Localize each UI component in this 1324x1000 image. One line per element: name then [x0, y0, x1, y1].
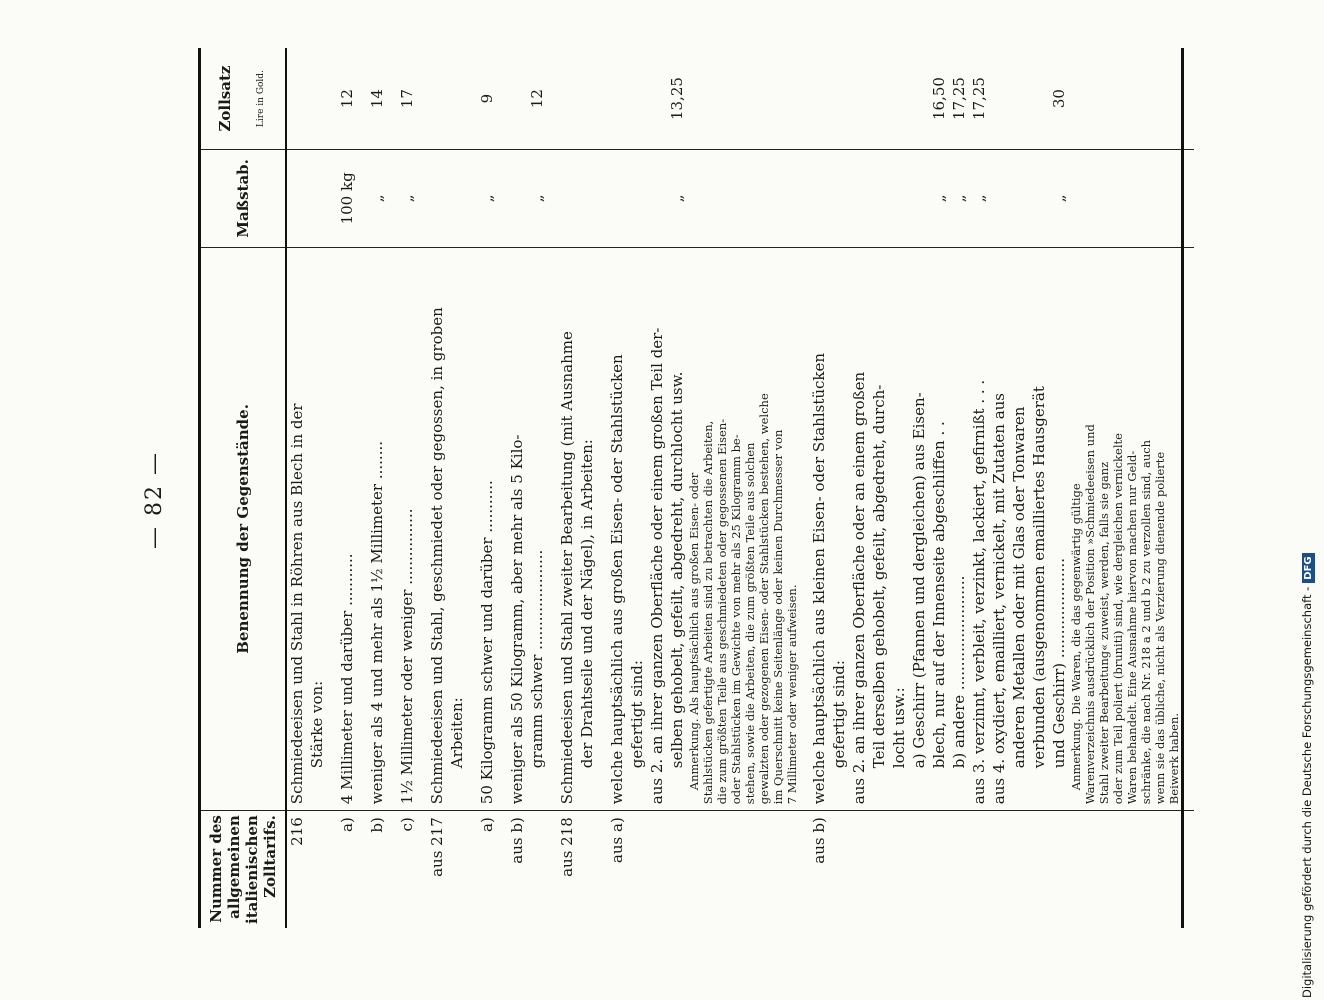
- rate-value: [1009, 54, 1029, 143]
- description-line: weniger als 50 Kilogramm, aber mehr als 5 Kilo-: [508, 434, 526, 805]
- rate-cell: [286, 48, 327, 150]
- description-line: anderen Metallen oder mit Glas oder Tonwaren: [1010, 406, 1028, 769]
- description-line: welche hauptsächlich aus kleinen Eisen- oder Stahlstücken: [810, 352, 828, 805]
- description-line: welche hauptsächlich aus großen Eisen- oder Stahlstücken: [608, 354, 626, 805]
- number-cell: [337, 811, 357, 928]
- number-cell: [397, 811, 417, 928]
- header-rate-label: Zollsatz: [216, 65, 234, 132]
- table-row: [367, 48, 387, 928]
- description-line: Schmiedeeisen und Stahl zweiter Bearbeitung (mit Ausnahme: [558, 331, 576, 805]
- unit-value: „: [398, 194, 416, 203]
- unit-value: [1029, 156, 1049, 241]
- unit-cell: [507, 150, 547, 248]
- description-line: gefertigt sind:: [830, 660, 848, 769]
- table-row: [809, 48, 1183, 928]
- unit-value: [647, 156, 667, 241]
- rate-value: 9: [478, 93, 496, 104]
- description-line: 1½ Millimeter oder weniger ................: [398, 508, 416, 805]
- unit-value: „: [970, 194, 988, 203]
- description-line: aus 3. verzinnt, verbleit, verzinkt, lackiert, gefirnißt . . .: [970, 379, 988, 805]
- rate-value: [909, 54, 929, 143]
- description-line: und Geschirr) .....................: [1050, 557, 1068, 769]
- rate-cell: [427, 48, 467, 150]
- rate-value: [1029, 54, 1049, 143]
- rate-cell: [809, 48, 1183, 150]
- unit-value: „: [668, 194, 686, 203]
- unit-value: [809, 156, 829, 241]
- rate-value: [307, 54, 327, 143]
- tariff-number: aus 217: [428, 817, 446, 877]
- number-cell: [809, 811, 1183, 928]
- description-line: Schmiedeeisen und Stahl in Röhren aus Blech in der: [288, 403, 306, 805]
- annotation-line: im Querschnitt keine Seitenlänge oder keinen Durchmesser von: [771, 429, 785, 805]
- tariff-number: a): [478, 817, 496, 832]
- number-cell: [427, 811, 467, 928]
- row-spacer: [327, 48, 337, 928]
- row-spacer: [497, 48, 507, 928]
- unit-cell: [427, 150, 467, 248]
- rate-value: [507, 54, 527, 143]
- unit-value: [989, 156, 1009, 241]
- description-line: Stärke von:: [308, 680, 326, 769]
- row-spacer: [387, 48, 397, 928]
- tariff-number: b): [368, 817, 386, 833]
- row-spacer: [417, 48, 427, 928]
- tariff-number: a): [338, 817, 356, 832]
- page-number: — 82 —: [142, 451, 167, 549]
- rate-value: 12: [528, 89, 546, 109]
- unit-value: [1009, 156, 1029, 241]
- credit-text: Digitalisierung gefördert durch die Deutsche Forschungsgemeinschaft -: [1300, 586, 1314, 998]
- row-spacer: [597, 48, 607, 928]
- header-number: Nummer des allgemeinen italienischen Zolltarifs.: [200, 811, 287, 928]
- annotation-line: Anmerkung. Die Waren, die das gegenwärtig gültige: [1069, 483, 1083, 791]
- description-line: a) Geschirr (Pfannen und dergleichen) aus Eisen-: [910, 392, 928, 769]
- rate-value: [889, 54, 909, 143]
- header-description: Benennung der Gegenstände.: [200, 247, 287, 811]
- description-cell: [397, 247, 417, 811]
- table-row: [477, 48, 497, 928]
- unit-value: [447, 156, 467, 241]
- rate-value: [607, 54, 627, 143]
- rate-cell: [397, 48, 417, 150]
- unit-value: „: [368, 194, 386, 203]
- annotation-line: Stahlstücken gefertigte Arbeiten sind zu betrachten die Arbeiten,: [701, 420, 715, 805]
- tariff-number: c): [398, 817, 416, 832]
- tariff-number: aus b): [810, 817, 828, 864]
- description-line: Arbeiten:: [448, 697, 466, 769]
- unit-cell: [477, 150, 497, 248]
- annotation-line: wenn sie das übliche, nicht als Verzierung dienende polierte: [1153, 451, 1167, 805]
- description-cell: [607, 247, 799, 811]
- rate-value: [829, 54, 849, 143]
- rate-value: [809, 54, 829, 143]
- tariff-table: [198, 48, 1194, 928]
- rate-value: [869, 54, 889, 143]
- unit-cell: [557, 150, 597, 248]
- description-line: gramm schwer .....................: [528, 549, 546, 769]
- rate-cell: [477, 48, 497, 150]
- annotation-line: Beiwerk haben.: [1167, 712, 1181, 805]
- unit-cell: [337, 150, 357, 248]
- rate-value: [447, 54, 467, 143]
- number-cell: [286, 811, 327, 928]
- rate-value: [849, 54, 869, 143]
- number-cell: [557, 811, 597, 928]
- rate-value: [647, 54, 667, 143]
- description-line: verbunden (ausgenommen emailliertes Hausgerät: [1030, 386, 1048, 769]
- unit-value: [829, 156, 849, 241]
- unit-value: [607, 156, 627, 241]
- rate-cell: [507, 48, 547, 150]
- rate-value: 17,25: [950, 77, 968, 121]
- tariff-number: aus a): [608, 817, 626, 864]
- description-line: der Drahtseile und der Nägel), in Arbeiten:: [578, 439, 596, 769]
- unit-value: „: [950, 194, 968, 203]
- rate-value: 17: [398, 89, 416, 109]
- description-line: aus 2. an ihrer ganzen Oberfläche oder einem großen Teil der-: [648, 327, 666, 805]
- rate-cell: [557, 48, 597, 150]
- table-body: [286, 48, 1194, 928]
- description-cell: [367, 247, 387, 811]
- dfg-logo: DFG: [1302, 553, 1315, 582]
- row-spacer: [1183, 48, 1195, 928]
- unit-value: „: [1050, 194, 1068, 203]
- unit-cell: [367, 150, 387, 248]
- rate-value: [577, 54, 597, 143]
- description-line: b) andere ........................: [950, 575, 968, 769]
- annotation-line: die zum größten Teile aus geschmiedeten oder gegossenen Eisen-: [715, 418, 729, 805]
- unit-value: [869, 156, 889, 241]
- annotation-line: stehen, sowie die Arbeiten, die zum größten Teile aus solchen: [743, 442, 757, 805]
- table-row: [607, 48, 799, 928]
- description-cell: [477, 247, 497, 811]
- number-cell: [507, 811, 547, 928]
- rate-value: [287, 54, 307, 143]
- unit-cell: [607, 150, 799, 248]
- rate-value: 16,50: [930, 77, 948, 121]
- annotation-line: schränke, die nach Nr. 218 a 2 und b 2 zu verzollen sind, auch: [1139, 439, 1153, 805]
- annotation-line: Stahl zweiter Bearbeitung« zuweist, werden, falls sie ganz: [1097, 461, 1111, 805]
- unit-cell: [286, 150, 327, 248]
- table-row: [557, 48, 597, 928]
- table-row: [427, 48, 467, 928]
- description-cell: [507, 247, 547, 811]
- unit-cell: [809, 150, 1183, 248]
- unit-value: [889, 156, 909, 241]
- header-rate-sub: Lire in Gold.: [256, 70, 266, 128]
- annotation-line: Waren behandelt. Eine Ausnahme hiervon machen nur Geld-: [1125, 450, 1139, 805]
- rate-value: 30: [1050, 89, 1068, 109]
- unit-value: [307, 156, 327, 241]
- rate-cell: [337, 48, 357, 150]
- unit-value: „: [528, 194, 546, 203]
- unit-value: „: [930, 194, 948, 203]
- description-line: Teil derselben gehobelt, gefeilt, abgedreht, durch-: [870, 384, 888, 769]
- description-line: weniger als 4 und mehr als 1½ Millimeter ........: [368, 440, 386, 805]
- rate-cell: [367, 48, 387, 150]
- row-spacer: [799, 48, 809, 928]
- description-line: selben gehobelt, gefeilt, abgedreht, durchlocht usw.: [668, 371, 686, 769]
- rate-value: [427, 54, 447, 143]
- rate-value: 12: [338, 89, 356, 109]
- description-cell: [427, 247, 467, 811]
- description-cell: [286, 247, 327, 811]
- table-row: [397, 48, 417, 928]
- description-line: aus 4. oxydiert, emailliert, vernickelt, mit Zutaten aus: [990, 393, 1008, 805]
- unit-value: [909, 156, 929, 241]
- rate-cell: [607, 48, 799, 150]
- annotation-line: gewalzten oder gezogenen Eisen- oder Stahlstücken bestehen, welche: [757, 393, 771, 805]
- annotation-line: oder Stahlstücken im Gewichte von mehr als 25 Kilogramm be-: [729, 434, 743, 805]
- rate-value: [627, 54, 647, 143]
- tariff-number: 216: [288, 817, 306, 846]
- annotation-line: Anmerkung. Als hauptsächlich aus großen Eisen- oder: [687, 472, 701, 791]
- unit-value: [849, 156, 869, 241]
- tariff-number: aus b): [508, 817, 526, 864]
- description-line: Schmiedeeisen und Stahl, geschmiedet oder gegossen, in groben: [428, 307, 446, 805]
- header-unit: Maßstab.: [200, 150, 287, 248]
- rate-value: 17,25: [970, 77, 988, 121]
- unit-value: 100 kg: [338, 172, 356, 225]
- unit-value: „: [478, 194, 496, 203]
- rate-value: 13,25: [668, 77, 686, 121]
- description-line: 50 Kilogramm schwer und darüber ...........: [478, 480, 496, 805]
- description-line: 4 Millimeter und darüber ...........: [338, 553, 356, 805]
- unit-value: [287, 156, 307, 241]
- header-rate: [200, 48, 287, 150]
- row-spacer: [357, 48, 367, 928]
- number-cell: [607, 811, 799, 928]
- unit-value: [427, 156, 447, 241]
- scanned-page: [102, 50, 1222, 950]
- unit-value: [627, 156, 647, 241]
- number-cell: [477, 811, 497, 928]
- unit-value: [507, 156, 527, 241]
- annotation-line: Warenverzeichnis ausdrücklich der Position »Schmiedeeisen und: [1083, 424, 1097, 805]
- unit-value: [557, 156, 577, 241]
- description-line: aus 2. an ihrer ganzen Oberfläche oder an einem großen: [850, 371, 868, 805]
- description-line: locht usw.:: [890, 687, 908, 769]
- description-cell: [337, 247, 357, 811]
- rate-value: [989, 54, 1009, 143]
- table-row: [286, 48, 327, 928]
- number-cell: [367, 811, 387, 928]
- rate-value: [557, 54, 577, 143]
- digitization-credit: [1300, 553, 1315, 998]
- description-cell: [557, 247, 597, 811]
- description-line: gefertigt sind:: [628, 660, 646, 769]
- table-row: [507, 48, 547, 928]
- unit-value: [577, 156, 597, 241]
- row-spacer: [467, 48, 477, 928]
- annotation-line: 7 Millimeter oder weniger aufweisen.: [785, 584, 799, 805]
- description-line: blech, nur auf der Innenseite abgeschliffen . .: [930, 421, 948, 769]
- description-cell: [809, 247, 1183, 811]
- annotation-line: oder zum Teil poliert (bruniti) sind, wie dergleichen vernickelte: [1111, 433, 1125, 805]
- rate-value: 14: [368, 89, 386, 109]
- unit-cell: [397, 150, 417, 248]
- row-spacer: [547, 48, 557, 928]
- table-row: [337, 48, 357, 928]
- tariff-number: aus 218: [558, 817, 576, 877]
